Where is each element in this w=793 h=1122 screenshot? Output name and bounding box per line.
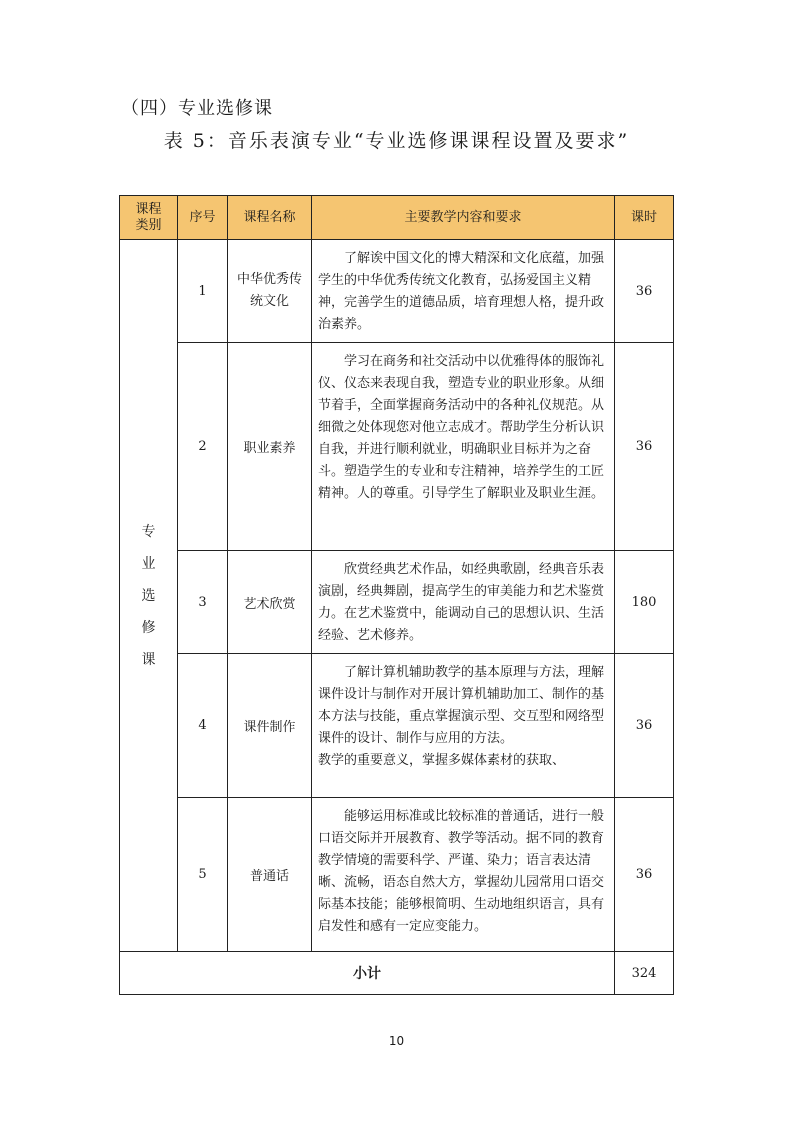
content-paragraph: 了解诶中国文化的博大精深和文化底蕴，加强学生的中华优秀传统文化教育，弘扬爱国主义精神，完善学生的道德品质，培育理想人格，提升政治素养。 (318, 251, 605, 332)
table-row (120, 551, 674, 654)
course-content (312, 798, 615, 952)
header-content: 主要教学内容和要求 (312, 196, 615, 240)
course-hours: 180 (615, 551, 674, 654)
header-name: 课程名称 (228, 196, 312, 240)
course-hours: 36 (615, 343, 674, 551)
course-content (312, 343, 615, 551)
table-header-row (120, 196, 674, 240)
course-table (119, 195, 674, 995)
category-cell (120, 240, 178, 952)
row-index: 5 (178, 798, 228, 952)
category-char: 课 (141, 651, 156, 668)
category-char: 业 (141, 555, 156, 572)
table-row (120, 343, 674, 551)
total-label: 小计 (120, 952, 615, 995)
course-hours: 36 (615, 798, 674, 952)
header-index: 序号 (178, 196, 228, 240)
header-category: 课程类别 (120, 196, 178, 240)
category-char: 专 (141, 523, 156, 540)
course-name: 课件制作 (228, 654, 312, 798)
course-content (312, 240, 615, 343)
row-index: 1 (178, 240, 228, 343)
course-content (312, 654, 615, 798)
course-content (312, 551, 615, 654)
content-paragraph: 欣赏经典艺术作品，如经典歌剧，经典音乐表演剧，经典舞剧，提高学生的审美能力和艺术鉴赏力。在艺术鉴赏中，能调动自己的思想认识、生活经验、艺术修养。 (318, 562, 605, 643)
content-paragraph: 了解计算机辅助教学的基本原理与方法，理解课件设计与制作对开展计算机辅助加工、制作的基本方法与技能，重点掌握演示型、交互型和网络型课件的设计、制作与应用的方法。 (318, 665, 605, 746)
category-char: 修 (141, 619, 156, 636)
course-hours: 36 (615, 240, 674, 343)
table-row (120, 654, 674, 798)
table-row (120, 240, 674, 343)
total-row (120, 952, 674, 995)
table-row (120, 798, 674, 952)
content-paragraph: 教学的重要意义，掌握多媒体素材的获取、 (318, 753, 566, 768)
category-char: 选 (141, 587, 156, 604)
course-name: 普通话 (228, 798, 312, 952)
course-name: 艺术欣赏 (228, 551, 312, 654)
page-number: 10 (388, 1034, 405, 1048)
header-hours: 课时 (615, 196, 674, 240)
row-index: 3 (178, 551, 228, 654)
course-name: 中华优秀传统文化 (228, 240, 312, 343)
course-name: 职业素养 (228, 343, 312, 551)
course-hours: 36 (615, 654, 674, 798)
row-index: 2 (178, 343, 228, 551)
content-paragraph: 能够运用标准或比较标准的普通话，进行一般口语交际并开展教育、教学等活动。据不同的教育教学情境的需要科学、严谨、染力；语言表达清晰、流畅，语态自然大方，掌握幼儿园常用口语交际基本技能；能够根简明、生动地组织语言，具有启发性和感有一定应变能力。 (318, 809, 605, 934)
row-index: 4 (178, 654, 228, 798)
total-hours: 324 (615, 952, 674, 995)
table-caption: 表 5：音乐表演专业“专业选修课课程设置及要求” (163, 130, 630, 152)
section-heading: （四）专业选修课 (121, 98, 273, 119)
content-paragraph: 学习在商务和社交活动中以优雅得体的服饰礼仪、仪态来表现自我，塑造专业的职业形象。从细节着手，全面掌握商务活动中的各种礼仪规范。从细微之处体现您对他立志成才。帮助学生分析认识自我，并进行顺利就业，明确职业目标并为之奋斗。塑造学生的专业和专注精神，培养学生的工匠精神。人的尊重。引导学生了解职业及职业生涯。 (318, 354, 605, 501)
